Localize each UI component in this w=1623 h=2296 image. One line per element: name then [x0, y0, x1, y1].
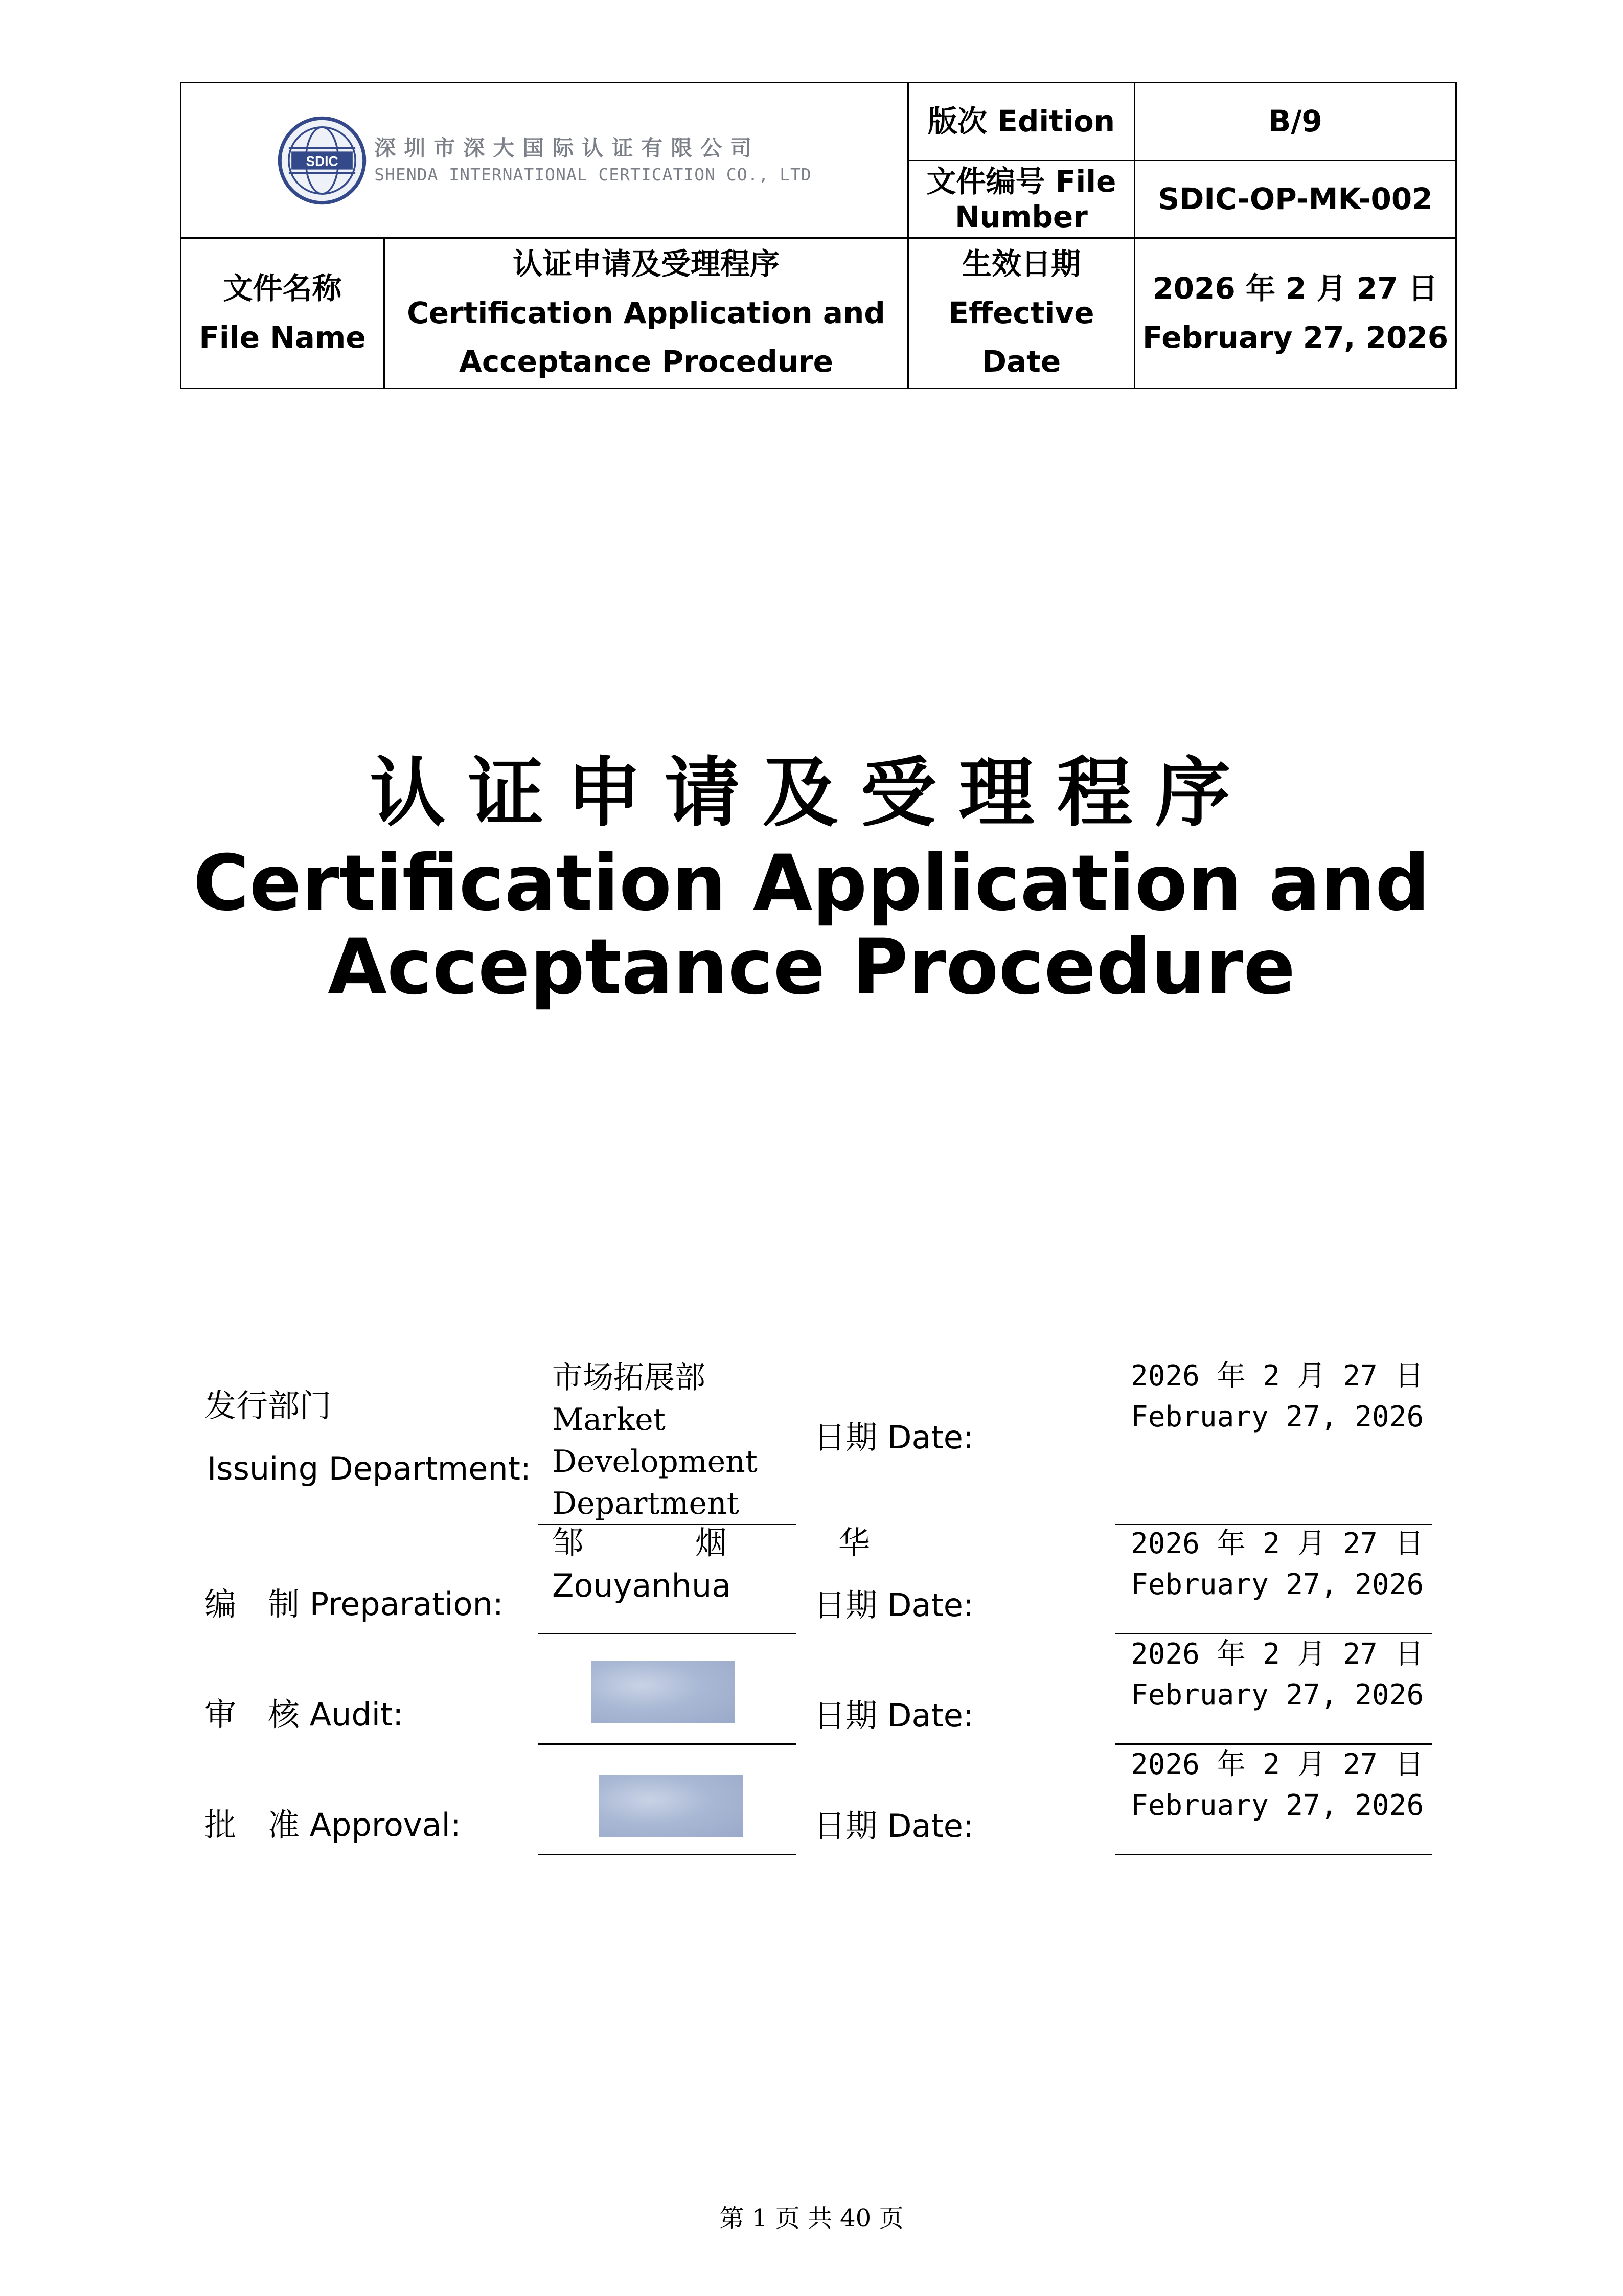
company-name-en: SHENDA INTERNATIONAL CERTICATION CO., LTD — [374, 164, 812, 185]
approval-date-underline — [1115, 1854, 1432, 1855]
issuing-department-label-cn: 发行部门 — [204, 1387, 332, 1424]
preparer-name: 邹 烟 华 Zouyanhua — [552, 1524, 910, 1604]
logo-text: SDIC — [306, 153, 338, 169]
file-number-value: SDIC-OP-MK-002 — [1135, 161, 1456, 238]
audit-label: 审 核 Audit: — [204, 1696, 404, 1733]
file-name-label: 文件名称 File Name — [181, 238, 384, 389]
title-en-line2: Acceptance Procedure — [327, 922, 1296, 1012]
effective-date-value: 2026 年 2 月 27 日 February 27, 2026 — [1135, 238, 1456, 389]
issuing-department-label-en: Issuing Department: — [207, 1450, 531, 1487]
company-logo-icon — [277, 116, 367, 206]
approval-date-label: 日期 Date: — [814, 1807, 974, 1845]
preparation-value-underline — [538, 1633, 796, 1634]
page-number: 第 1 页 共 40 页 — [719, 2204, 904, 2233]
title-cn: 认证申请及受理程序 — [370, 749, 1253, 837]
title-en-line1: Certification Application and — [193, 838, 1430, 928]
audit-value-underline — [538, 1743, 796, 1745]
approval-value-underline — [538, 1854, 796, 1855]
audit-date-value: 2026 年 2 月 27 日 February 27, 2026 — [1131, 1638, 1424, 1712]
approval-label: 批 准 Approval: — [204, 1806, 461, 1844]
edition-label: 版次 Edition — [908, 83, 1135, 161]
preparation-label: 编 制 Preparation: — [204, 1585, 504, 1623]
issuing-date-label: 日期 Date: — [814, 1419, 974, 1456]
file-number-label: 文件编号 File Number — [908, 161, 1135, 238]
document-header-table — [180, 82, 1457, 389]
effective-date-label: 生效日期 Effective Date — [908, 238, 1135, 389]
issuing-date-value: 2026 年 2 月 27 日 February 27, 2026 — [1131, 1359, 1424, 1434]
preparation-date-label: 日期 Date: — [814, 1586, 974, 1624]
edition-value: B/9 — [1135, 83, 1456, 161]
preparation-date-value: 2026 年 2 月 27 日 February 27, 2026 — [1131, 1527, 1424, 1601]
issuing-department-value: 市场拓展部 Market Development Department — [552, 1360, 758, 1521]
document-title — [0, 749, 1623, 1012]
file-name-value: 认证申请及受理程序 Certification Application and Acceptance Procedure — [384, 238, 908, 389]
audit-date-label: 日期 Date: — [814, 1697, 974, 1734]
company-name-cn: 深圳市深大国际认证有限公司 — [374, 135, 760, 161]
company-logo-cell — [181, 83, 908, 238]
approval-date-value: 2026 年 2 月 27 日 February 27, 2026 — [1131, 1748, 1424, 1822]
approval-signature-image — [599, 1775, 743, 1837]
audit-signature-image — [591, 1661, 735, 1723]
